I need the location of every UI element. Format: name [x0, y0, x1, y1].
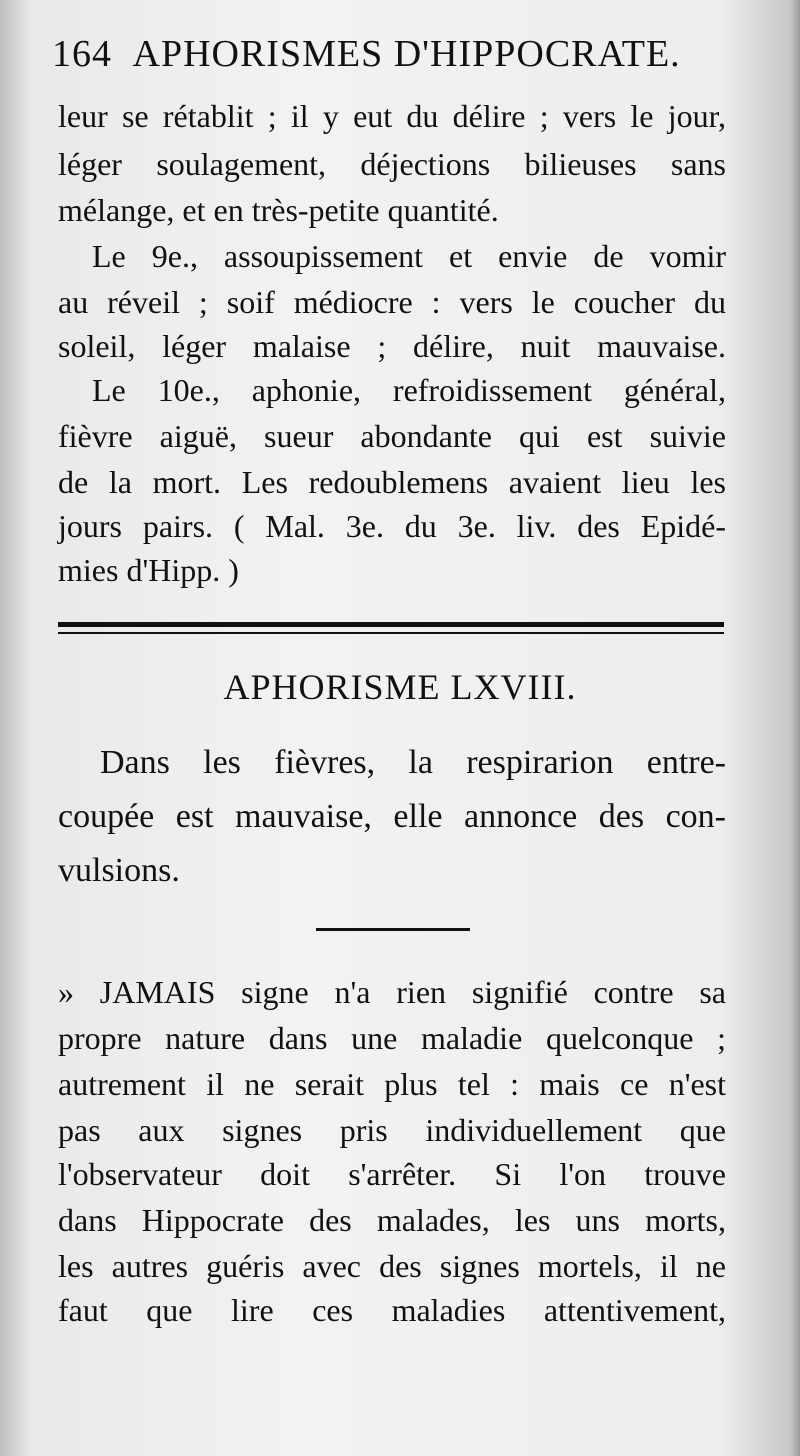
text-line: soleil, léger malaise ; délire, nuit mauvaise.	[58, 328, 726, 364]
text-line: Le 10e., aphonie, refroidissement général,	[92, 372, 726, 408]
commentary-line: faut que lire ces maladies attentivement,	[58, 1292, 726, 1328]
commentary-line: les autres guéris avec des signes mortels, il ne	[58, 1248, 726, 1284]
commentary-line: dans Hippocrate des malades, les uns morts,	[58, 1202, 726, 1238]
aphorism-line: Dans les fièvres, la respirarion entre-	[100, 744, 726, 781]
short-divider	[316, 928, 470, 931]
text-line: léger soulagement, déjections bilieuses sans	[58, 146, 726, 182]
section-title: APHORISME LXVIII.	[223, 667, 577, 707]
running-title: APHORISMES D'HIPPOCRATE.	[132, 33, 681, 75]
section-divider	[58, 622, 724, 627]
commentary-line: propre nature dans une maladie quelconque ;	[58, 1020, 726, 1056]
commentary-line: l'observateur doit s'arrêter. Si l'on trouve	[58, 1156, 726, 1192]
text-line: leur se rétablit ; il y eut du délire ; vers le jour,	[58, 98, 726, 134]
commentary-line: autrement il ne serait plus tel : mais ce n'est	[58, 1066, 726, 1102]
commentary-line: » JAMAIS signe n'a rien signifié contre sa	[58, 974, 726, 1010]
text-line: jours pairs. ( Mal. 3e. du 3e. liv. des Epidé-	[58, 508, 726, 544]
section-divider-thin	[58, 632, 724, 634]
text-line: mélange, et en très-petite quantité.	[58, 192, 499, 228]
page-number: 164	[52, 33, 112, 75]
text-line: Le 9e., assoupissement et envie de vomir	[92, 238, 726, 274]
text-line: au réveil ; soif médiocre : vers le coucher du	[58, 284, 726, 320]
aphorism-line: coupée est mauvaise, elle annonce des con-	[58, 798, 726, 835]
aphorism-line: vulsions.	[58, 852, 180, 889]
text-line: de la mort. Les redoublemens avaient lieu les	[58, 464, 726, 500]
running-header	[52, 32, 732, 76]
text-line: mies d'Hipp. )	[58, 552, 239, 588]
commentary-line: pas aux signes pris individuellement que	[58, 1112, 726, 1148]
text-line: fièvre aiguë, sueur abondante qui est suivie	[58, 418, 726, 454]
